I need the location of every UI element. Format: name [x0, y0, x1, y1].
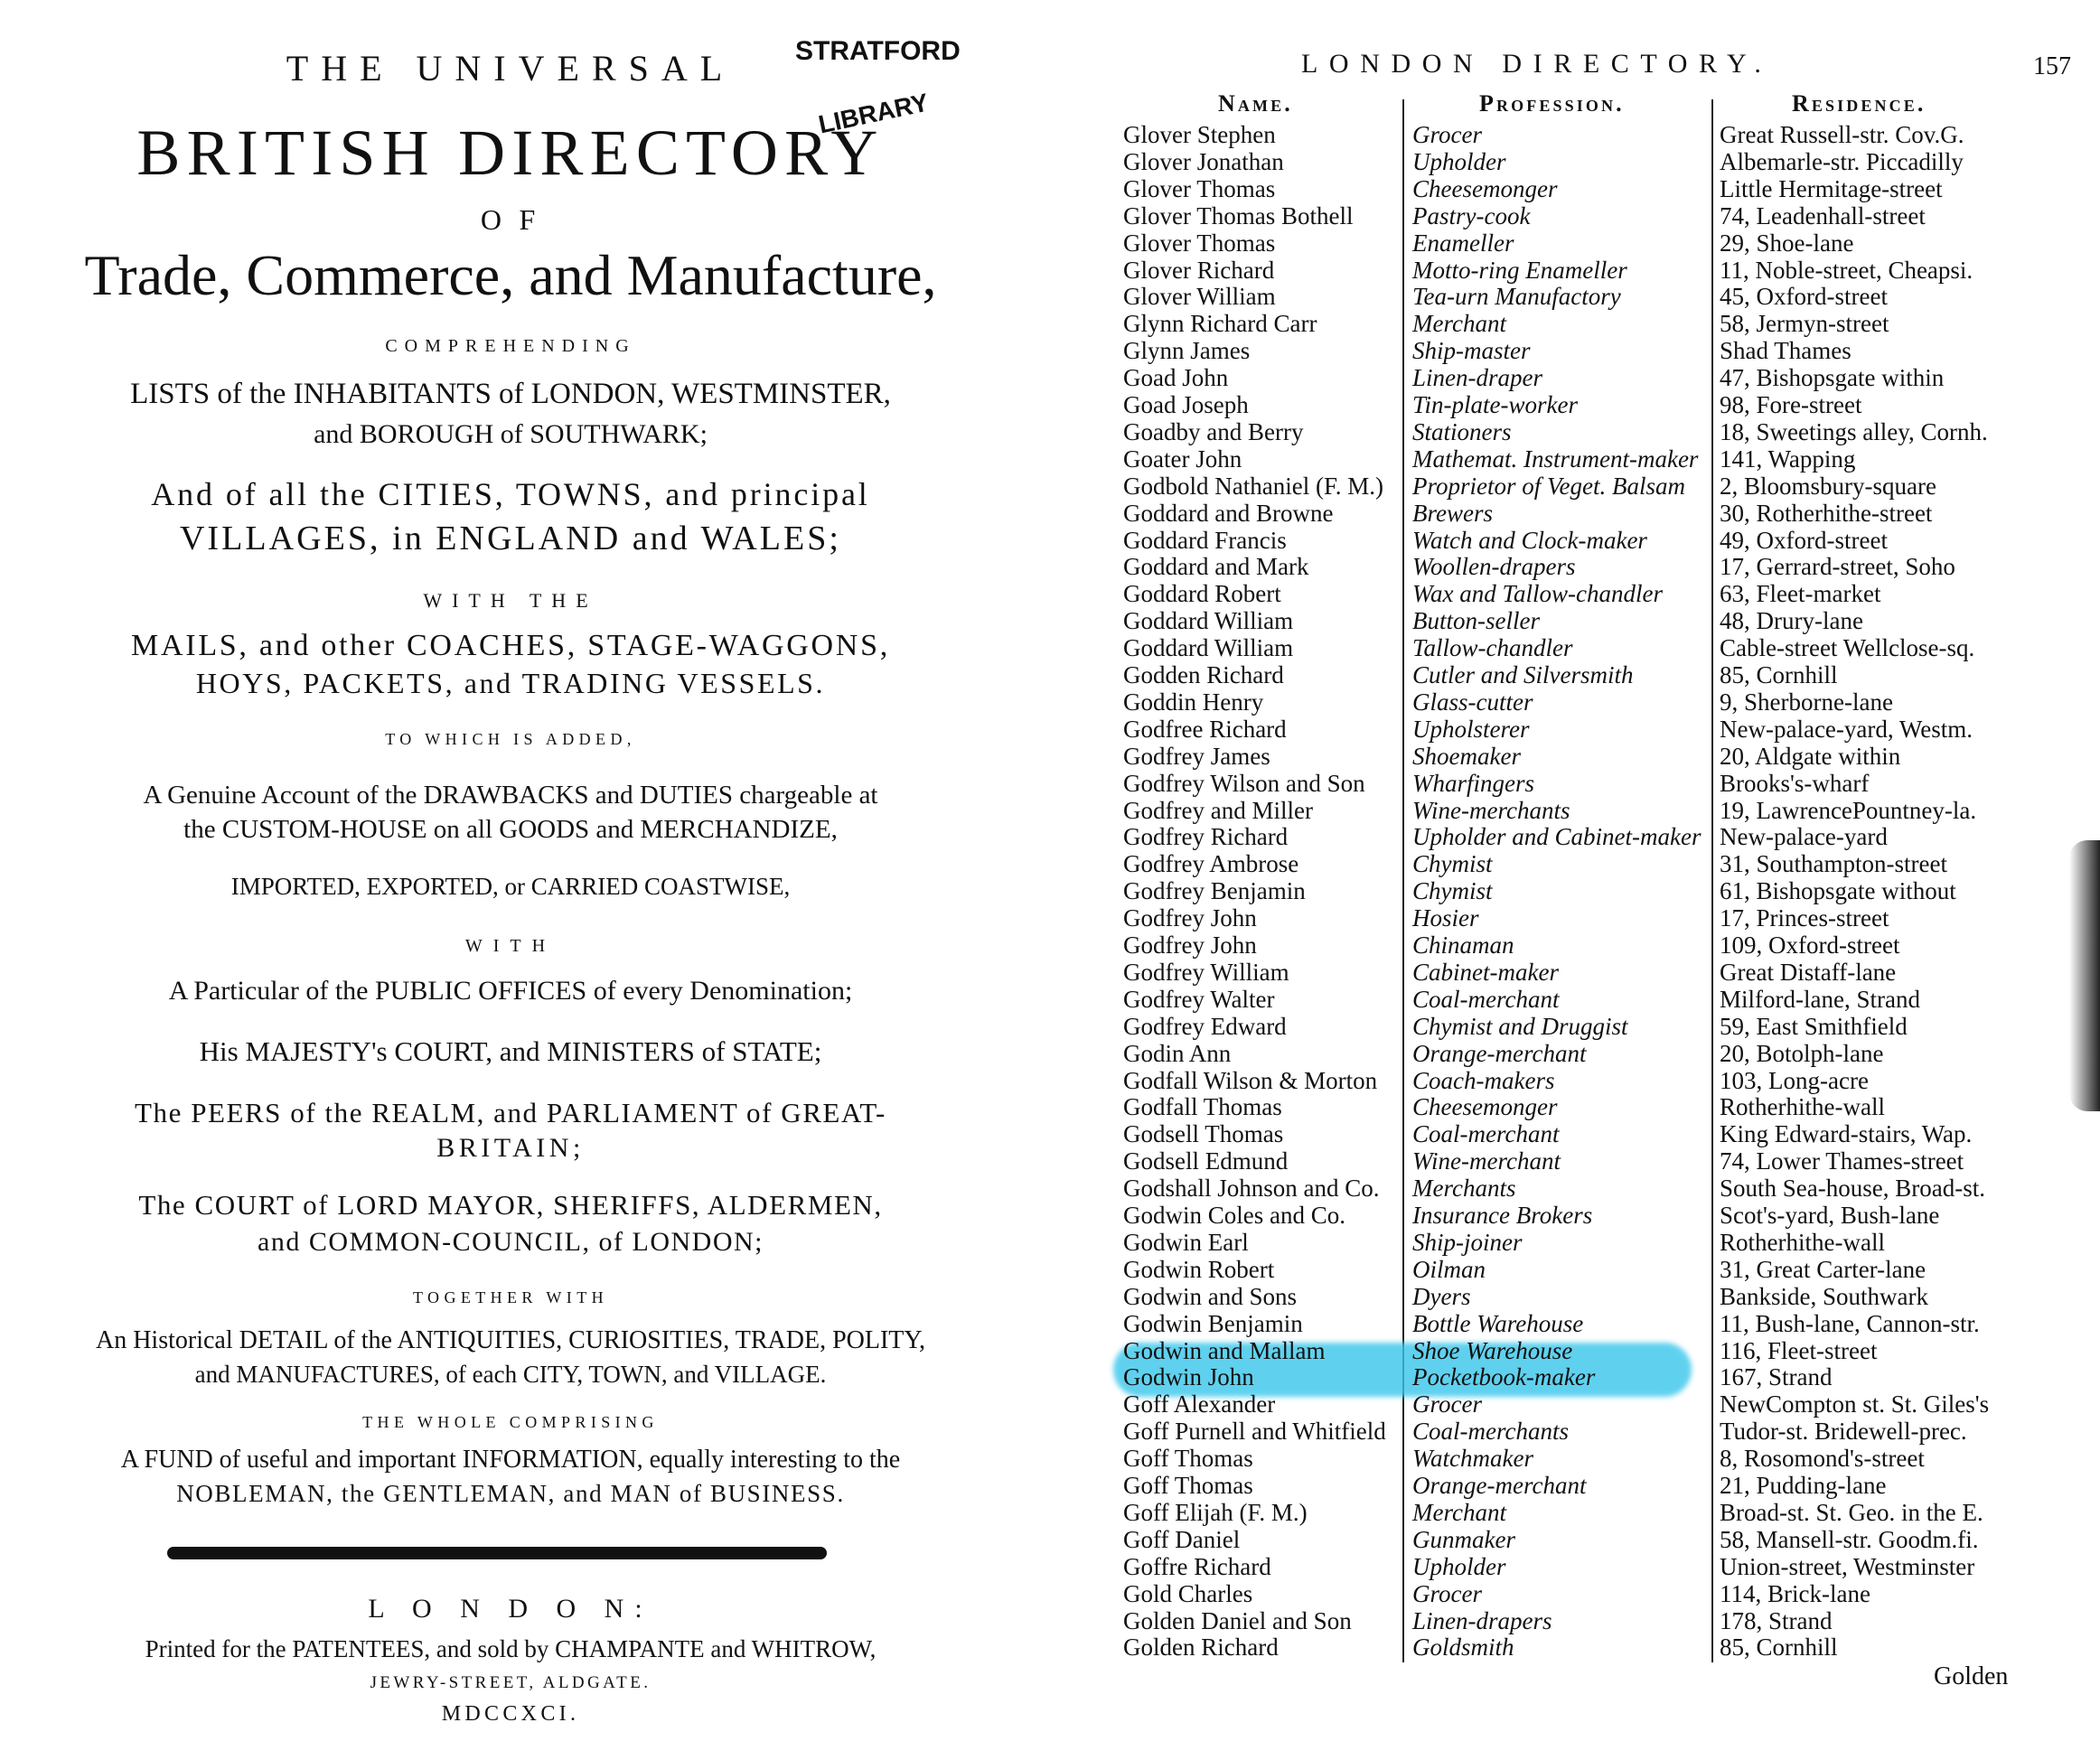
entry-name: Godfrey James	[1123, 742, 1270, 770]
entry-profession: Glass-cutter	[1412, 688, 1533, 716]
entry-name: Glover Thomas	[1123, 174, 1276, 202]
entry-residence: Shad Thames	[1720, 337, 1852, 365]
entry-profession: Goldsmith	[1412, 1634, 1514, 1662]
entry-name: Goddard William	[1123, 634, 1294, 662]
entry-profession: Tin-plate-worker	[1412, 391, 1578, 418]
with-the: WITH THE	[423, 589, 598, 612]
entry-name: Glover Thomas Bothell	[1123, 201, 1354, 229]
entry-name: Glynn James	[1123, 337, 1251, 365]
london-imprint: L O N D O N:	[368, 1594, 653, 1624]
entry-name: Goater John	[1123, 445, 1242, 473]
historical-line-2: and MANUFACTURES, of each CITY, TOWN, and VILLAGE.	[194, 1361, 827, 1388]
entry-residence: 58, Mansell-str. Goodm.fi.	[1720, 1525, 1979, 1553]
entry-profession: Bottle Warehouse	[1412, 1309, 1584, 1337]
entry-profession: Tallow-chandler	[1412, 634, 1573, 662]
entry-residence: 20, Aldgate within	[1720, 742, 1901, 770]
peers-line-1: The PEERS of the REALM, and PARLIAMENT of GREAT-	[135, 1097, 886, 1128]
column-rule-2	[1711, 99, 1713, 1662]
entry-profession: Pastry-cook	[1412, 201, 1531, 229]
entry-residence: 9, Sherborne-lane	[1720, 688, 1893, 716]
entry-name: Godfrey Benjamin	[1123, 877, 1306, 905]
entry-residence: Bankside, Southwark	[1720, 1282, 1928, 1310]
entry-name: Godin Ann	[1123, 1039, 1232, 1067]
entry-residence: Union-street, Westminster	[1720, 1552, 1975, 1580]
entry-residence: 2, Bloomsbury-square	[1720, 472, 1936, 500]
directory-page	[1075, 0, 2100, 1760]
entry-name: Godfrey Walter	[1123, 985, 1275, 1013]
entry-profession: Grocer	[1412, 1390, 1482, 1418]
entry-name: Goff Thomas	[1123, 1472, 1253, 1499]
entry-profession: Cheesemonger	[1412, 1093, 1558, 1121]
entry-residence: 74, Lower Thames-street	[1720, 1147, 1964, 1175]
entry-name: Godfrey Edward	[1123, 1012, 1287, 1040]
entry-profession: Chymist and Druggist	[1412, 1012, 1628, 1040]
entry-profession: Hosier	[1412, 904, 1479, 932]
entry-profession: Enameller	[1412, 229, 1514, 257]
cities-line-1: And of all the CITIES, TOWNS, and principal	[151, 476, 870, 512]
entry-name: Golden Daniel and Son	[1123, 1606, 1352, 1634]
entry-residence: 47, Bishopsgate within	[1720, 364, 1945, 392]
entry-name: Goad Joseph	[1123, 391, 1249, 418]
entry-name: Glover Stephen	[1123, 121, 1276, 148]
account-line-2: the CUSTOM-HOUSE on all GOODS and MERCHANDIZE,	[183, 815, 838, 844]
fund-line-1: A FUND of useful and important INFORMATION, equally interesting to the	[120, 1446, 901, 1474]
entry-profession: Mathemat. Instrument-maker	[1412, 445, 1699, 473]
entry-profession: Wine-merchants	[1412, 796, 1570, 824]
entry-profession: Cutler and Silversmith	[1412, 661, 1634, 688]
entry-residence: 18, Sweetings alley, Cornh.	[1720, 417, 1988, 445]
historical-line-1: An Historical DETAIL of the ANTIQUITIES, CURIOSITIES, TRADE, POLITY,	[95, 1326, 926, 1354]
entry-profession: Shoe Warehouse	[1412, 1336, 1573, 1364]
entry-name: Godwin Benjamin	[1123, 1309, 1303, 1337]
entry-residence: 8, Rosomond's-street	[1720, 1445, 1925, 1473]
entry-name: Goff Elijah (F. M.)	[1123, 1498, 1308, 1526]
entry-name: Glover Jonathan	[1123, 147, 1284, 175]
header-profession: Profession.	[1479, 90, 1625, 117]
entry-residence: 21, Pudding-lane	[1720, 1472, 1887, 1499]
entry-residence: Broad-st. St. Geo. in the E.	[1720, 1498, 1983, 1526]
peers-line-2: BRITAIN;	[436, 1133, 585, 1163]
entry-name: Goffre Richard	[1123, 1552, 1271, 1580]
entry-profession: Coach-makers	[1412, 1066, 1555, 1094]
entry-profession: Orange-merchant	[1412, 1472, 1587, 1499]
entry-profession: Watch and Clock-maker	[1412, 526, 1647, 554]
entry-profession: Button-seller	[1412, 607, 1540, 635]
title-of: O F	[480, 203, 541, 236]
entry-profession: Pocketbook-maker	[1412, 1363, 1596, 1391]
entry-residence: New-palace-yard, Westm.	[1720, 715, 1973, 743]
entry-profession: Grocer	[1412, 121, 1482, 148]
entry-residence: 31, Southampton-street	[1720, 850, 1947, 878]
entry-residence: 49, Oxford-street	[1720, 526, 1888, 554]
entry-residence: 59, East Smithfield	[1720, 1012, 1908, 1040]
entry-name: Godfrey John	[1123, 904, 1257, 932]
entry-residence: Brooks's-wharf	[1720, 769, 1870, 797]
entry-residence: 17, Princes-street	[1720, 904, 1889, 932]
entry-profession: Brewers	[1412, 499, 1493, 527]
entry-residence: 103, Long-acre	[1720, 1066, 1869, 1094]
entry-profession: Upholsterer	[1412, 715, 1530, 743]
header-residence: Residence.	[1792, 90, 1927, 117]
entry-name: Godfrey Ambrose	[1123, 850, 1299, 878]
entry-residence: 17, Gerrard-street, Soho	[1720, 553, 1955, 581]
entry-residence: 114, Brick-lane	[1720, 1579, 1870, 1607]
entry-profession: Insurance Brokers	[1412, 1202, 1593, 1229]
entry-name: Goddard Robert	[1123, 580, 1281, 608]
entry-profession: Motto-ring Enameller	[1412, 256, 1627, 284]
entry-profession: Coal-merchant	[1412, 985, 1560, 1013]
entry-name: Godfall Wilson & Morton	[1123, 1066, 1378, 1094]
entry-residence: 85, Cornhill	[1720, 1634, 1838, 1662]
cities-line-2: VILLAGES, in ENGLAND and WALES;	[179, 520, 842, 557]
entry-residence: King Edward-stairs, Wap.	[1720, 1120, 1973, 1148]
entry-profession: Orange-merchant	[1412, 1039, 1587, 1067]
account-line-1: A Genuine Account of the DRAWBACKS and DUTIES chargeable at	[143, 781, 878, 810]
entry-residence: 30, Rotherhithe-street	[1720, 499, 1933, 527]
entry-name: Godfrey John	[1123, 931, 1257, 959]
imported-line: IMPORTED, EXPORTED, or CARRIED COASTWISE,	[230, 873, 791, 900]
entry-profession: Ship-joiner	[1412, 1228, 1523, 1256]
entry-name: Goff Alexander	[1123, 1390, 1276, 1418]
entry-name: Goad John	[1123, 364, 1229, 392]
with: WITH	[464, 936, 557, 956]
entry-name: Goddard Francis	[1123, 526, 1287, 554]
to-which-added: TO WHICH IS ADDED,	[385, 730, 636, 748]
comprehending: COMPREHENDING	[385, 336, 636, 356]
entry-profession: Grocer	[1412, 1579, 1482, 1607]
entry-residence: 109, Oxford-street	[1720, 931, 1900, 959]
entry-residence: Scot's-yard, Bush-lane	[1720, 1202, 1940, 1229]
page-edge-shadow	[2069, 840, 2100, 1111]
entry-name: Godwin Earl	[1123, 1228, 1249, 1256]
entry-name: Godwin John	[1123, 1363, 1254, 1391]
entry-residence: 45, Oxford-street	[1720, 283, 1888, 311]
entry-name: Goddard and Mark	[1123, 553, 1309, 581]
column-rule-1	[1402, 99, 1404, 1662]
running-head: LONDON DIRECTORY.	[1301, 49, 1773, 79]
year: MDCCXCI.	[441, 1702, 580, 1726]
entry-name: Glynn Richard Carr	[1123, 310, 1317, 338]
entry-name: Goddin Henry	[1123, 688, 1264, 716]
entry-profession: Gunmaker	[1412, 1525, 1515, 1553]
header-name: Name.	[1218, 90, 1293, 117]
entry-residence: South Sea-house, Broad-st.	[1720, 1175, 1985, 1203]
entry-profession: Oilman	[1412, 1255, 1486, 1283]
entry-residence: 85, Cornhill	[1720, 661, 1838, 688]
entry-name: Godfrey William	[1123, 958, 1289, 986]
entry-name: Godsell Thomas	[1123, 1120, 1284, 1148]
entry-residence: 98, Fore-street	[1720, 391, 1862, 418]
entry-name: Glover Richard	[1123, 256, 1275, 284]
entry-profession: Upholder	[1412, 147, 1506, 175]
majesty-court: His MAJESTY's COURT, and MINISTERS of STATE;	[199, 1035, 822, 1067]
entry-name: Godfrey and Miller	[1123, 796, 1313, 824]
entry-profession: Shoemaker	[1412, 742, 1521, 770]
entry-name: Goff Purnell and Whitfield	[1123, 1418, 1386, 1446]
entry-profession: Ship-master	[1412, 337, 1531, 365]
lists-line-2: and BOROUGH of SOUTHWARK;	[314, 419, 708, 449]
entry-name: Godshall Johnson and Co.	[1123, 1175, 1380, 1203]
entry-name: Godbold Nathaniel (F. M.)	[1123, 472, 1384, 500]
entry-profession: Tea-urn Manufactory	[1412, 283, 1621, 311]
entry-profession: Dyers	[1412, 1282, 1471, 1310]
mails-line-1: MAILS, and other COACHES, STAGE-WAGGONS,	[131, 629, 890, 662]
entry-residence: 11, Bush-lane, Cannon-str.	[1720, 1309, 1980, 1337]
entry-residence: 29, Shoe-lane	[1720, 229, 1854, 257]
lists-line-1: LISTS of the INHABITANTS of LONDON, WESTMINSTER,	[130, 378, 891, 410]
entry-name: Godwin Robert	[1123, 1255, 1275, 1283]
entry-profession: Chinaman	[1412, 931, 1514, 959]
title-line-1: THE UNIVERSAL	[286, 48, 736, 89]
entry-residence: 74, Leadenhall-street	[1720, 201, 1926, 229]
entry-profession: Upholder and Cabinet-maker	[1412, 823, 1702, 851]
entry-name: Godwin and Mallam	[1123, 1336, 1326, 1364]
entry-residence: 167, Strand	[1720, 1363, 1833, 1391]
entry-name: Glover Thomas	[1123, 229, 1276, 257]
ornamental-rule	[167, 1547, 827, 1559]
entry-residence: Tudor-st. Bridewell-prec.	[1720, 1418, 1967, 1446]
entry-residence: 116, Fleet-street	[1720, 1336, 1878, 1364]
entry-residence: Milford-lane, Strand	[1720, 985, 1920, 1013]
entry-profession: Chymist	[1412, 850, 1493, 878]
entry-name: Goff Daniel	[1123, 1525, 1241, 1553]
entry-name: Goddard and Browne	[1123, 499, 1334, 527]
entry-profession: Stationers	[1412, 417, 1512, 445]
entry-profession: Cabinet-maker	[1412, 958, 1559, 986]
title-line-3: Trade, Commerce, and Manufacture,	[84, 243, 937, 307]
entry-residence: 63, Fleet-market	[1720, 580, 1881, 608]
entry-residence: Little Hermitage-street	[1720, 174, 1943, 202]
entry-profession: Merchants	[1412, 1175, 1516, 1203]
entry-residence: Rotherhithe-wall	[1720, 1093, 1885, 1121]
entry-name: Godfall Thomas	[1123, 1093, 1282, 1121]
entry-residence: 31, Great Carter-lane	[1720, 1255, 1927, 1283]
entry-profession: Coal-merchant	[1412, 1120, 1560, 1148]
entry-residence: 58, Jermyn-street	[1720, 310, 1889, 338]
entry-profession: Woollen-drapers	[1412, 553, 1576, 581]
entry-residence: 11, Noble-street, Cheapsi.	[1720, 256, 1973, 284]
mails-line-2: HOYS, PACKETS, and TRADING VESSELS.	[195, 667, 826, 699]
entry-residence: 178, Strand	[1720, 1606, 1833, 1634]
entry-residence: 61, Bishopsgate without	[1720, 877, 1956, 905]
entry-residence: 141, Wapping	[1720, 445, 1856, 473]
entry-profession: Watchmaker	[1412, 1445, 1533, 1473]
entry-name: Goadby and Berry	[1123, 417, 1304, 445]
entry-residence: 20, Botolph-lane	[1720, 1039, 1884, 1067]
entry-residence: 48, Drury-lane	[1720, 607, 1863, 635]
entry-profession: Wine-merchant	[1412, 1147, 1561, 1175]
entry-name: Godsell Edmund	[1123, 1147, 1289, 1175]
entry-profession: Linen-draper	[1412, 364, 1542, 392]
printed-line-2: JEWRY-STREET, ALDGATE.	[370, 1673, 652, 1692]
printed-line-1: Printed for the PATENTEES, and sold by CHAMPANTE and WHITROW,	[145, 1635, 877, 1662]
entry-name: Glover William	[1123, 283, 1276, 311]
whole-comprising: THE WHOLE COMPRISING	[362, 1413, 659, 1431]
entry-name: Gold Charles	[1123, 1579, 1253, 1607]
entry-name: Godfree Richard	[1123, 715, 1287, 743]
entry-residence: NewCompton st. St. Giles's	[1720, 1390, 1990, 1418]
entry-name: Goddard William	[1123, 607, 1294, 635]
public-offices: A Particular of the PUBLIC OFFICES of every Denomination;	[168, 976, 853, 1006]
entry-name: Godden Richard	[1123, 661, 1284, 688]
entry-residence: Great Russell-str. Cov.G.	[1720, 121, 1964, 148]
entry-residence: 19, LawrencePountney-la.	[1720, 796, 1977, 824]
entry-residence: Cable-street Wellclose-sq.	[1720, 634, 1975, 662]
page-number: 157	[2033, 52, 2071, 80]
entry-name: Godfrey Richard	[1123, 823, 1289, 851]
entry-residence: Great Distaff-lane	[1720, 958, 1897, 986]
mayor-line-1: The COURT of LORD MAYOR, SHERIFFS, ALDERMEN,	[138, 1189, 883, 1221]
entry-residence: Albemarle-str. Piccadilly	[1720, 147, 1964, 175]
entry-name: Golden Richard	[1123, 1634, 1279, 1662]
entry-name: Goff Thomas	[1123, 1445, 1253, 1473]
entry-profession: Upholder	[1412, 1552, 1506, 1580]
library-stamp-library: LIBRARY	[816, 88, 932, 139]
entry-name: Godwin Coles and Co.	[1123, 1202, 1345, 1229]
stamp-stratford: STRATFORD	[795, 36, 961, 66]
entry-residence: Rotherhithe-wall	[1720, 1228, 1885, 1256]
entry-profession: Wharfingers	[1412, 769, 1534, 797]
entry-profession: Cheesemonger	[1412, 174, 1558, 202]
entry-name: Godfrey Wilson and Son	[1123, 769, 1365, 797]
mayor-line-2: and COMMON-COUNCIL, of LONDON;	[258, 1227, 764, 1257]
fund-line-2: NOBLEMAN, the GENTLEMAN, and MAN of BUSINESS.	[176, 1480, 845, 1507]
entry-profession: Coal-merchants	[1412, 1418, 1569, 1446]
entry-profession: Merchant	[1412, 310, 1506, 338]
title-page	[0, 0, 1021, 1760]
entry-residence: New-palace-yard	[1720, 823, 1888, 851]
together-with: TOGETHER WITH	[412, 1288, 608, 1306]
entry-profession: Wax and Tallow-chandler	[1412, 580, 1664, 608]
entry-name: Godwin and Sons	[1123, 1282, 1298, 1310]
entry-profession: Linen-drapers	[1412, 1606, 1552, 1634]
catchword: Golden	[1934, 1662, 2009, 1690]
title-line-2: BRITISH DIRECTORY	[136, 117, 885, 189]
entry-profession: Proprietor of Veget. Balsam	[1412, 472, 1685, 500]
entry-profession: Chymist	[1412, 877, 1493, 905]
entry-profession: Merchant	[1412, 1498, 1506, 1526]
